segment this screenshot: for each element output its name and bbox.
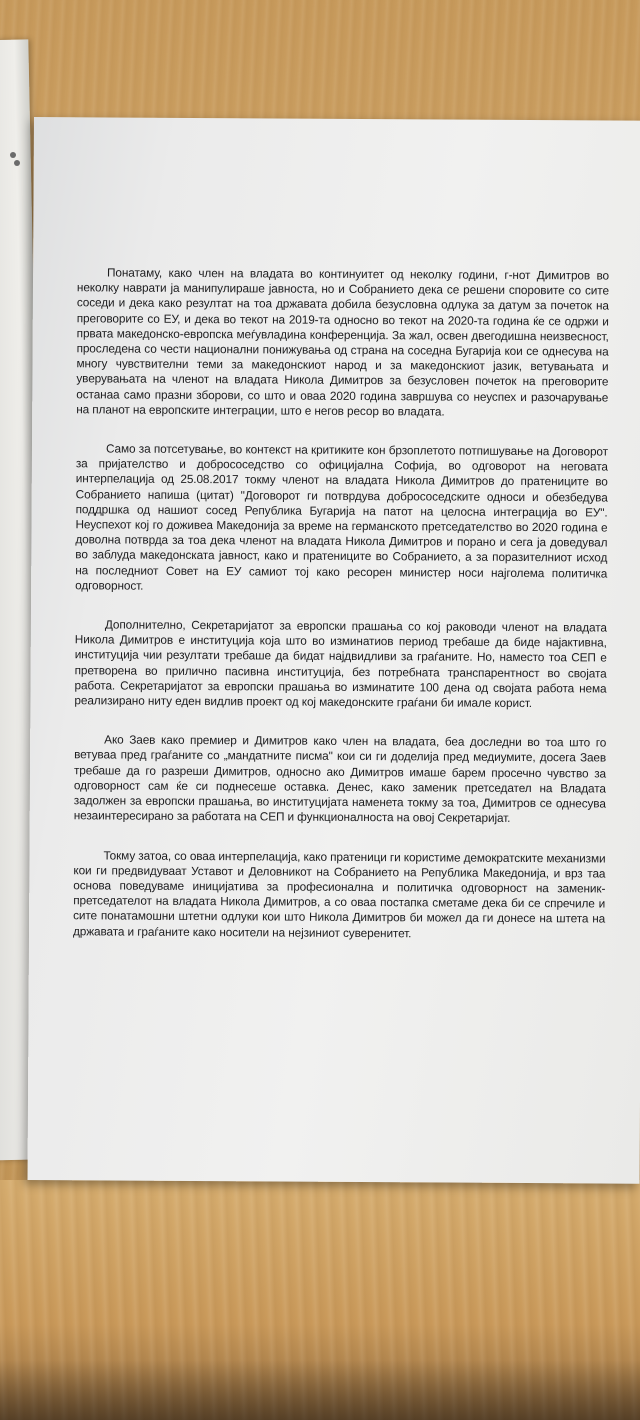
- paragraph-1: Понатаму, како член на владата во континуитет од неколку години, г-нот Димитров во неколку наврати ја манипулираше јавноста, но и Собранието дека се решени споровите со сите соседи и дека како резултат на тоа државата добила безусловна одлука за датум за почеток на преговорите со ЕУ, и дека во текот на 2019-та односно во текот на 2020-та година ќе се одржи и првата македонско-европска меѓувладина конференција. За жал, освен двегодишна неизвесност, проследена со чести национални понижувања од страна на соседна Бугарија кои се однесува на многу чувствителни теми за македонскиот народ и за македонскиот јазик, ветувањата и уверувањата на членот на владата Никола Димитров за безусловен почеток на преговорите останаа само празни зборови, со што и оваа 2020 година завршува со неуспех и разочарување на планот на европските интеграции, што е негов ресор во владата.: [76, 265, 610, 419]
- document-body: [73, 265, 609, 966]
- paragraph-4: Ако Заев како премиер и Димитров како член на владата, беа доследни во тоа што го ветуваа пред граѓаните со „мандатните писма" кои си ги доделија пред медиумите, досега Заев требаше да го разреши Димитров, односно ако Димитров имаше барем просечно чувство за одговорност сам ќе си поднесеше оставка. Денес, како заменик претседател на Владата задолжен за европски прашања, во институцијата наменета токму за тоа, Димитров се однесува незаинтересирано за работата на СЕП и функционалноста на овој Секретаријат.: [73, 732, 607, 826]
- binder-hole-icon: [14, 160, 20, 166]
- binder-hole-icon: [10, 152, 16, 158]
- paragraph-3: Дополнително, Секретаријатот за европски прашања со кој раководи членот на владата Никола Димитров е институција која што во изминатиов период требаше да биде најактивна, институција чии резултати требаше да бидат најдвидливи за граѓаните. Но, наместо тоа СЕП е претворена во прилично пасивна институција, без потребната транспарентност во својата работа. Секретаријатот за европски прашања во изминатите 100 дена од својата работа нема реализирано ниту еден видлив проект од кој македонските граѓани би имале корист.: [74, 617, 607, 711]
- bottom-shadow: [0, 1360, 640, 1420]
- document-page: [28, 117, 640, 1184]
- paragraph-2: Само за потсетување, во контекст на критиките кон брзоплетото потпишување на Договорот за пријателство и добрососедство со официјална Софија, во одговорот на неговата интерпелација од 25.08.2017 токму членот на владата Никола Димитров до пратениците во Собранието напиша (цитат) "Договорот ги потврдува добрососедските односи и обезбедува поддршка од нашиот сосед Република Бугарија на патот на целосна интеграција во ЕУ". Неуспехот кој го доживеа Македонија за време на германското претседателство во 2020 година е доволна потврда за тоа дека членот на владата Никола Димитров и порано и сега ја доведувал во заблуда македонската јавност, како и пратениците во Собранието, а за поразителниот исход на последниот Совет на ЕУ самиот тој како ресорен министер носи најголема политичка одговорност.: [75, 441, 609, 593]
- paragraph-5: Токму затоа, со оваа интерпелација, како пратеници ги користиме демократските механизми кои ги предвидуваат Уставот и Деловникот на Собранието на Република Македонија, и врз таа основа поведуваме иницијатива за професионална и политичка одговорност на заменик-претседателот на владата Никола Димитров, а со оваа постапка сметаме дека би се спречиле и сите понатамошни штетни одлуки кои што Никола Димитров би можел да ги донесе на штета на државата и граѓаните како носители на нејзиниот суверенитет.: [72, 847, 606, 940]
